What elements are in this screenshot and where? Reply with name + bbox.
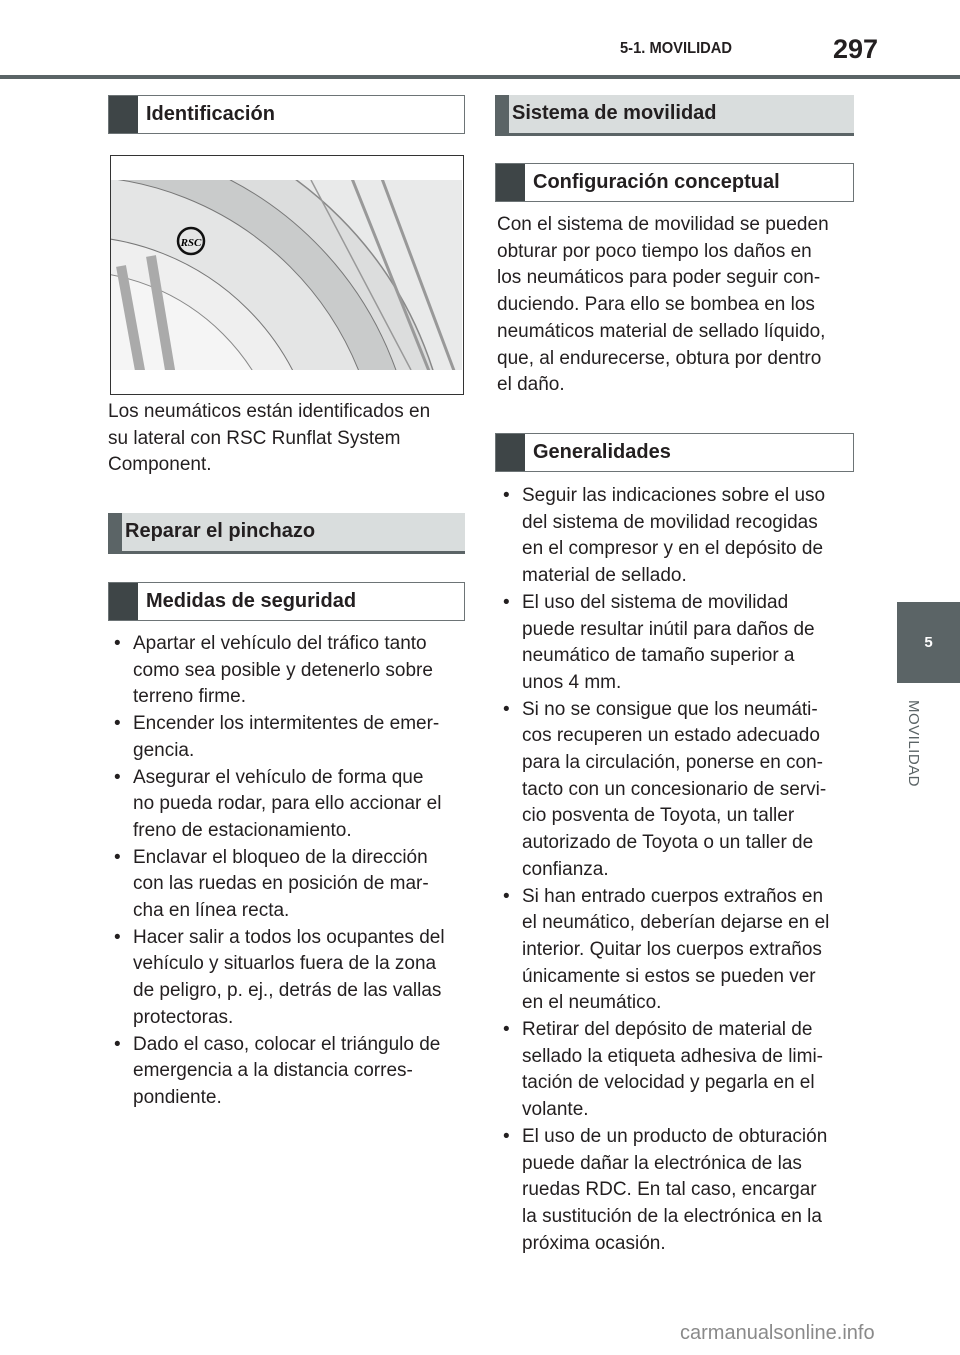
- heading-text: Configuración conceptual: [533, 171, 780, 193]
- tire-illustration: [110, 155, 464, 395]
- heading-text: Generalidades: [533, 441, 671, 463]
- text-line: material de sellado.: [522, 565, 687, 587]
- text-line: Hacer salir a todos los ocupantes del: [133, 926, 445, 948]
- text-line: neumático de tamaño superior a: [522, 645, 795, 667]
- text-line: Si han entrado cuerpos extraños en: [522, 885, 824, 907]
- text-line: para la circulación, ponerse en con-: [522, 752, 824, 774]
- config-text: [497, 212, 829, 399]
- text-line: terreno firme.: [133, 686, 246, 708]
- text-line: Asegurar el vehículo de forma que: [133, 766, 424, 788]
- text-line: pondiente.: [133, 1086, 222, 1108]
- text-line: Retirar del depósito de material de: [522, 1019, 813, 1041]
- safety-bullet-list: [108, 631, 445, 1112]
- text-line: Enclavar el bloqueo de la dirección: [133, 846, 428, 868]
- text-line: vehículo y situarlos fuera de la zona: [133, 953, 437, 975]
- text-line: como sea posible y detenerlo sobre: [133, 659, 433, 681]
- text-line: su lateral con RSC Runflat System: [108, 427, 401, 449]
- list-item: [108, 1032, 445, 1112]
- text-line: no pueda rodar, para ello accionar el: [133, 793, 442, 815]
- heading-marker: [108, 513, 122, 551]
- list-item: [497, 1017, 829, 1124]
- text-line: que, al endurecerse, obtura por dentro: [497, 347, 822, 369]
- bullet-icon: •: [114, 766, 121, 788]
- text-line: Encender los intermitentes de emer-: [133, 713, 440, 735]
- text-line: Si no se consigue que los neumáti-: [522, 698, 818, 720]
- bullet-icon: •: [503, 1019, 510, 1041]
- heading-reparar-pinchazo: [108, 513, 465, 554]
- heading-marker: [496, 164, 525, 201]
- text-line: unos 4 mm.: [522, 671, 622, 693]
- text-line: tación de velocidad y pegarla en el: [522, 1072, 815, 1094]
- text-line: cha en línea recta.: [133, 900, 290, 922]
- identification-text: [108, 399, 430, 479]
- list-item: [497, 483, 829, 590]
- text-line: gencia.: [133, 739, 195, 761]
- heading-text: Sistema de movilidad: [512, 102, 717, 124]
- list-item: [108, 711, 445, 764]
- chapter-tab[interactable]: 5: [897, 602, 960, 683]
- text-line: duciendo. Para ello se bombea en los: [497, 294, 815, 316]
- text-line: Dado el caso, colocar el triángulo de: [133, 1033, 441, 1055]
- text-line: volante.: [522, 1099, 589, 1121]
- heading-marker: [496, 434, 525, 471]
- text-line: Con el sistema de movilidad se pueden: [497, 214, 829, 235]
- text-line: confianza.: [522, 858, 609, 880]
- list-item: [497, 590, 829, 697]
- bullet-icon: •: [114, 926, 121, 948]
- text-line: en el neumático.: [522, 992, 662, 1014]
- page-number: 297: [833, 34, 879, 64]
- heading-configuracion-conceptual: [495, 163, 854, 202]
- heading-generalidades: [495, 433, 854, 472]
- text-line: Component.: [108, 454, 212, 476]
- text-line: puede resultar inútil para daños de: [522, 618, 815, 640]
- heading-identificacion: [108, 95, 465, 134]
- heading-text: Identificación: [146, 103, 275, 125]
- heading-text: Medidas de seguridad: [146, 590, 357, 612]
- text-line: puede dañar la electrónica de las: [522, 1152, 802, 1174]
- bullet-icon: •: [114, 633, 121, 654]
- svg-text:RSC: RSC: [180, 237, 202, 249]
- text-line: emergencia a la distancia corres-: [133, 1060, 413, 1082]
- general-bullet-list: [497, 483, 829, 1257]
- text-line: protectoras.: [133, 1006, 234, 1028]
- bullet-icon: •: [503, 485, 510, 506]
- list-item: [108, 845, 445, 925]
- tire-image: [111, 156, 462, 393]
- text-line: el daño.: [497, 374, 565, 396]
- bullet-icon: •: [114, 846, 121, 868]
- text-line: Seguir las indicaciones sobre el uso: [522, 485, 826, 506]
- list-item: [108, 925, 445, 1032]
- list-item: [497, 884, 829, 1018]
- text-line: freno de estacionamiento.: [133, 819, 352, 841]
- bullet-icon: •: [114, 1033, 121, 1055]
- heading-text: Reparar el pinchazo: [125, 520, 316, 542]
- list-item: [108, 765, 445, 845]
- text-line: la sustitución de la electrónica en la: [522, 1205, 822, 1227]
- section-title: 5-1. MOVILIDAD: [620, 40, 733, 57]
- text-line: del sistema de movilidad recogidas: [522, 511, 818, 533]
- text-line: Apartar el vehículo del tráfico tanto: [133, 633, 427, 654]
- bullet-icon: •: [114, 713, 121, 735]
- chapter-tab-label: MOVILIDAD: [905, 700, 922, 788]
- text-line: cos recuperen un estado adecuado: [522, 725, 820, 747]
- text-line: tacto con un concesionario de servi-: [522, 778, 827, 800]
- bullet-icon: •: [503, 698, 510, 720]
- text-line: El uso de un producto de obturación: [522, 1125, 828, 1147]
- text-line: en el compresor y en el depósito de: [522, 538, 824, 560]
- heading-marker: [495, 95, 509, 133]
- text-line: El uso del sistema de movilidad: [522, 591, 789, 613]
- text-line: sellado la etiqueta adhesiva de limi-: [522, 1045, 824, 1067]
- text-line: los neumáticos para poder seguir con-: [497, 267, 821, 289]
- heading-sistema-movilidad: [495, 95, 854, 136]
- bullet-icon: •: [503, 1125, 510, 1147]
- text-line: próxima ocasión.: [522, 1232, 666, 1254]
- text-line: autorizado de Toyota o un taller de: [522, 832, 814, 854]
- text-line: Los neumáticos están identificados en: [108, 401, 431, 422]
- heading-marker: [109, 583, 138, 620]
- heading-medidas-seguridad: [108, 582, 465, 621]
- list-item: [108, 631, 445, 711]
- watermark: carmanualsonline.info: [680, 1322, 875, 1344]
- text-line: ruedas RDC. En tal caso, encargar: [522, 1179, 817, 1201]
- heading-marker: [109, 96, 138, 133]
- text-line: obturar por poco tiempo los daños en: [497, 240, 812, 262]
- text-line: cio posventa de Toyota, un taller: [522, 805, 795, 827]
- text-line: de peligro, p. ej., detrás de las vallas: [133, 980, 442, 1002]
- header-rule: [0, 75, 960, 79]
- text-line: el neumático, deberían dejarse en el: [522, 912, 830, 934]
- list-item: [497, 1124, 829, 1258]
- bullet-icon: •: [503, 885, 510, 907]
- bullet-icon: •: [503, 591, 510, 613]
- text-line: neumáticos material de sellado líquido,: [497, 320, 826, 342]
- text-line: con las ruedas en posición de mar-: [133, 873, 429, 895]
- list-item: [497, 697, 829, 884]
- text-line: únicamente si estos se pueden ver: [522, 965, 816, 987]
- text-line: interior. Quitar los cuerpos extraños: [522, 938, 822, 960]
